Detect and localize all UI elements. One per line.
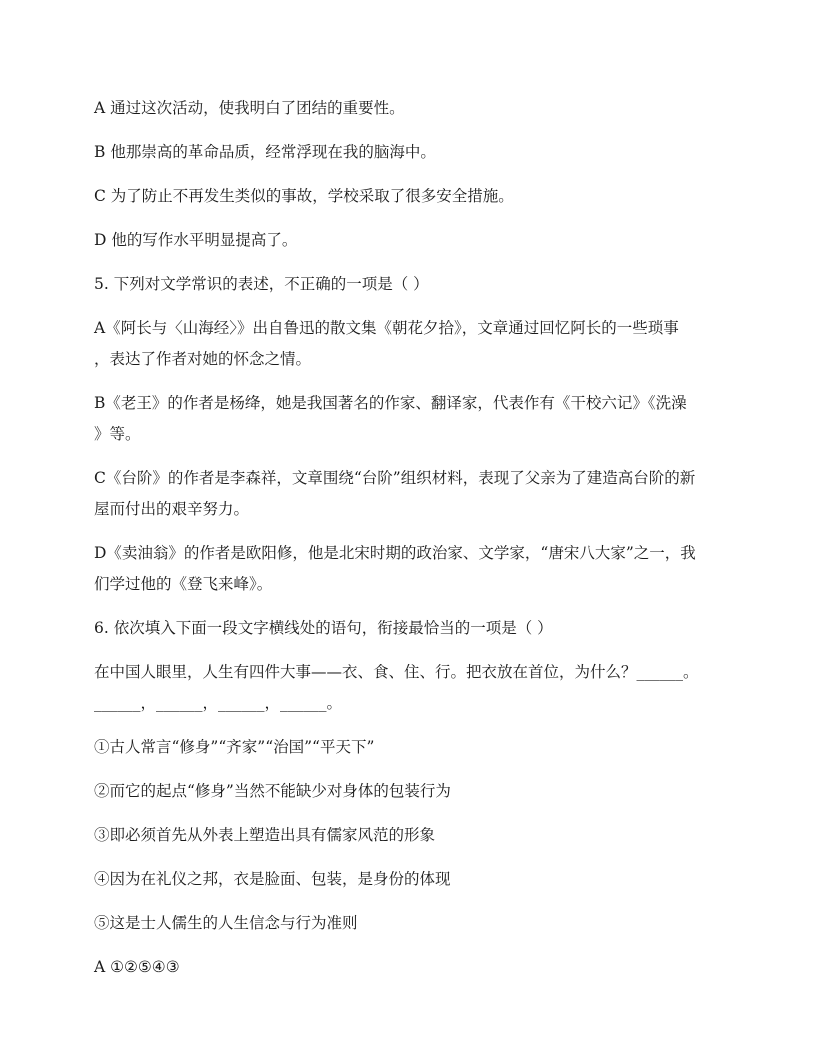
- q5-option-a-line2: ，表达了作者对她的怀念之情。: [94, 350, 312, 368]
- sentence-3: ③即必须首先从外表上塑造出具有儒家风范的形象: [94, 826, 436, 844]
- q5-option-d-line1: D《卖油翁》的作者是欧阳修，他是北宋时期的政治家、文学家，“唐宋八大家”之一，我: [94, 544, 696, 562]
- q5-option-a-line1: A《阿长与〈山海经〉》出自鲁迅的散文集《朝花夕拾》，文章通过回忆阿长的一些琐事: [94, 319, 679, 337]
- question-6: 6. 依次填入下面一段文字横线处的语句，衔接最恰当的一项是（ ）: [94, 619, 553, 637]
- sentence-1: ①古人常言“修身”“齐家”“治国”“平天下”: [94, 738, 375, 756]
- sentence-2: ②而它的起点“修身”当然不能缺少对身体的包装行为: [94, 782, 451, 800]
- q5-option-b-line1: B《老王》的作者是杨绛，她是我国著名的作家、翻译家，代表作有《干校六记》《洗澡: [94, 394, 687, 412]
- q5-option-b: [94, 388, 722, 450]
- q6-passage-line2: ______，______，______，______。: [94, 694, 343, 712]
- option-a-sentence: A 通过这次活动，使我明白了团结的重要性。: [94, 99, 405, 117]
- q5-option-c-line1: C《台阶》的作者是李森祥，文章围绕“台阶”组织材料，表现了父亲为了建造高台阶的新: [94, 469, 696, 487]
- q6-passage: [94, 657, 722, 719]
- q5-option-d-line2: 们学过他的《登飞来峰》。: [94, 575, 273, 593]
- q6-passage-line1: 在中国人眼里，人生有四件大事——衣、食、住、行。把衣放在首位，为什么？______。: [94, 663, 699, 681]
- sentence-4: ④因为在礼仪之邦，衣是脸面、包装，是身份的体现: [94, 870, 451, 888]
- q5-option-c: [94, 463, 722, 525]
- q5-option-a: [94, 313, 722, 375]
- q5-option-b-line2: 》等。: [94, 425, 141, 443]
- option-d-sentence: D 他的写作水平明显提高了。: [94, 231, 298, 249]
- option-b-sentence: B 他那崇高的革命品质，经常浮现在我的脑海中。: [94, 143, 436, 161]
- document-page: [94, 93, 722, 983]
- q6-option-a: A ①②⑤④③: [94, 958, 180, 976]
- question-5: 5. 下列对文学常识的表述，不正确的一项是（ ）: [94, 275, 429, 293]
- q5-option-d: [94, 538, 722, 600]
- option-c-sentence: C 为了防止不再发生类似的事故，学校采取了很多安全措施。: [94, 187, 514, 205]
- q5-option-c-line2: 屋而付出的艰辛努力。: [94, 500, 250, 518]
- sentence-5: ⑤这是士人儒生的人生信念与行为准则: [94, 914, 358, 932]
